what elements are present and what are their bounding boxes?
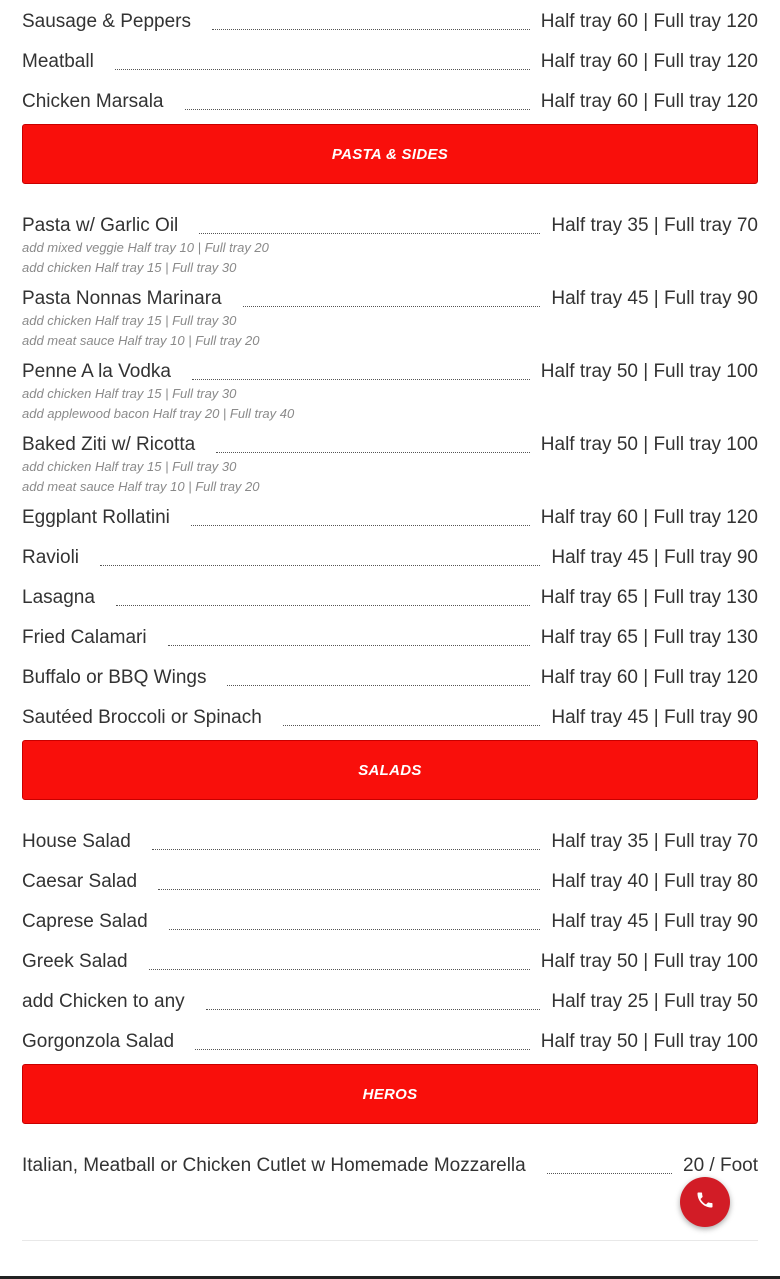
item-addons — [22, 311, 758, 350]
addon-line: add mixed veggie Half tray 10 | Full tray 20 — [22, 240, 269, 255]
dotted-leader — [152, 848, 541, 850]
menu-item-row — [22, 80, 758, 120]
menu-item — [22, 576, 758, 616]
menu-item — [22, 350, 758, 423]
menu-item-row — [22, 40, 758, 80]
item-name: House Salad — [22, 831, 131, 852]
dotted-leader — [206, 1008, 541, 1010]
item-price: Half tray 60 | Full tray 120 — [540, 51, 758, 72]
item-price: Half tray 60 | Full tray 120 — [540, 507, 758, 528]
menu-item-row — [22, 860, 758, 900]
item-price: Half tray 50 | Full tray 100 — [540, 951, 758, 972]
item-name: Buffalo or BBQ Wings — [22, 667, 207, 688]
dotted-leader — [227, 684, 529, 686]
item-name: Fried Calamari — [22, 627, 147, 648]
menu-item-row — [22, 496, 758, 536]
section-banner: SALADS — [22, 740, 758, 800]
dotted-leader — [243, 305, 541, 307]
dotted-leader — [116, 604, 530, 606]
dotted-leader — [191, 524, 530, 526]
menu-item-row — [22, 656, 758, 696]
dotted-leader — [169, 928, 541, 930]
menu-item — [22, 616, 758, 656]
addon-line: add chicken Half tray 15 | Full tray 30 — [22, 259, 237, 275]
dotted-leader — [192, 378, 530, 380]
item-price: Half tray 60 | Full tray 120 — [540, 11, 758, 32]
menu-item-row — [22, 696, 758, 736]
item-name: Gorgonzola Salad — [22, 1031, 175, 1052]
item-name: add Chicken to any — [22, 991, 185, 1012]
menu-item — [22, 1020, 758, 1060]
dotted-leader — [195, 1048, 530, 1050]
menu-item-row — [22, 576, 758, 616]
menu-item-row — [22, 616, 758, 656]
item-name: Sausage & Peppers — [22, 11, 192, 32]
section-banner: PASTA & SIDES — [22, 124, 758, 184]
dotted-leader — [212, 28, 530, 30]
item-name: Italian, Meatball or Chicken Cutlet w Homemade Mozzarella — [22, 1155, 526, 1176]
dotted-leader — [158, 888, 540, 890]
item-name: Penne A la Vodka — [22, 361, 171, 382]
item-name: Baked Ziti w/ Ricotta — [22, 434, 196, 455]
item-name: Eggplant Rollatini — [22, 507, 170, 528]
item-price: Half tray 60 | Full tray 120 — [540, 91, 758, 112]
addon-line: add meat sauce Half tray 10 | Full tray 20 — [22, 478, 260, 494]
item-price: Half tray 45 | Full tray 90 — [551, 707, 758, 728]
item-price: Half tray 40 | Full tray 80 — [551, 871, 758, 892]
item-price: Half tray 45 | Full tray 90 — [551, 547, 758, 568]
menu-item-row — [22, 900, 758, 940]
menu-item — [22, 1144, 758, 1184]
item-name: Meatball — [22, 51, 94, 72]
phone-icon — [695, 1190, 715, 1215]
catering-menu — [22, 0, 758, 1184]
dotted-leader — [547, 1172, 672, 1174]
item-price: Half tray 65 | Full tray 130 — [540, 587, 758, 608]
item-name: Ravioli — [22, 547, 80, 568]
menu-item — [22, 820, 758, 860]
item-name: Sautéed Broccoli or Spinach — [22, 707, 262, 728]
item-price: Half tray 65 | Full tray 130 — [540, 627, 758, 648]
item-addons — [22, 457, 758, 496]
menu-item — [22, 860, 758, 900]
item-price: Half tray 50 | Full tray 100 — [540, 434, 758, 455]
section-banner: HEROS — [22, 1064, 758, 1124]
menu-item — [22, 940, 758, 980]
dotted-leader — [149, 968, 530, 970]
call-button[interactable] — [680, 1177, 730, 1227]
menu-item — [22, 423, 758, 496]
menu-item-row — [22, 1144, 758, 1184]
menu-item-row — [22, 0, 758, 40]
dotted-leader — [283, 724, 541, 726]
menu-item — [22, 0, 758, 40]
dotted-leader — [168, 644, 530, 646]
menu-item — [22, 80, 758, 120]
addon-line: add applewood bacon Half tray 20 | Full tray 40 — [22, 405, 295, 421]
menu-item — [22, 656, 758, 696]
item-name: Greek Salad — [22, 951, 128, 972]
item-price: 20 / Foot — [683, 1155, 758, 1176]
item-name: Caprese Salad — [22, 911, 148, 932]
item-addons — [22, 238, 758, 277]
dotted-leader — [185, 108, 530, 110]
item-name: Pasta Nonnas Marinara — [22, 288, 222, 309]
addon-line: add chicken Half tray 15 | Full tray 30 — [22, 459, 237, 474]
menu-item — [22, 277, 758, 350]
item-addons — [22, 384, 758, 423]
addon-line: add chicken Half tray 15 | Full tray 30 — [22, 386, 237, 401]
menu-item-row — [22, 940, 758, 980]
menu-item — [22, 900, 758, 940]
menu-item — [22, 496, 758, 536]
footer-divider — [22, 1240, 758, 1241]
item-price: Half tray 35 | Full tray 70 — [551, 831, 758, 852]
item-price: Half tray 50 | Full tray 100 — [540, 1031, 758, 1052]
dotted-leader — [100, 564, 540, 566]
menu-item — [22, 536, 758, 576]
item-name: Chicken Marsala — [22, 91, 164, 112]
item-name: Caesar Salad — [22, 871, 138, 892]
menu-item-row — [22, 536, 758, 576]
menu-item-row — [22, 1020, 758, 1060]
item-price: Half tray 45 | Full tray 90 — [551, 911, 758, 932]
menu-item — [22, 40, 758, 80]
dotted-leader — [199, 232, 540, 234]
menu-item-row — [22, 820, 758, 860]
dotted-leader — [115, 68, 530, 70]
dotted-leader — [216, 451, 530, 453]
item-price: Half tray 35 | Full tray 70 — [551, 215, 758, 236]
item-price: Half tray 45 | Full tray 90 — [551, 288, 758, 309]
menu-item-row — [22, 980, 758, 1020]
menu-item — [22, 204, 758, 277]
menu-item — [22, 980, 758, 1020]
menu-item — [22, 696, 758, 736]
item-price: Half tray 60 | Full tray 120 — [540, 667, 758, 688]
item-name: Pasta w/ Garlic Oil — [22, 215, 179, 236]
item-price: Half tray 50 | Full tray 100 — [540, 361, 758, 382]
item-name: Lasagna — [22, 587, 95, 608]
item-price: Half tray 25 | Full tray 50 — [551, 991, 758, 1012]
addon-line: add chicken Half tray 15 | Full tray 30 — [22, 313, 237, 328]
addon-line: add meat sauce Half tray 10 | Full tray 20 — [22, 332, 260, 348]
